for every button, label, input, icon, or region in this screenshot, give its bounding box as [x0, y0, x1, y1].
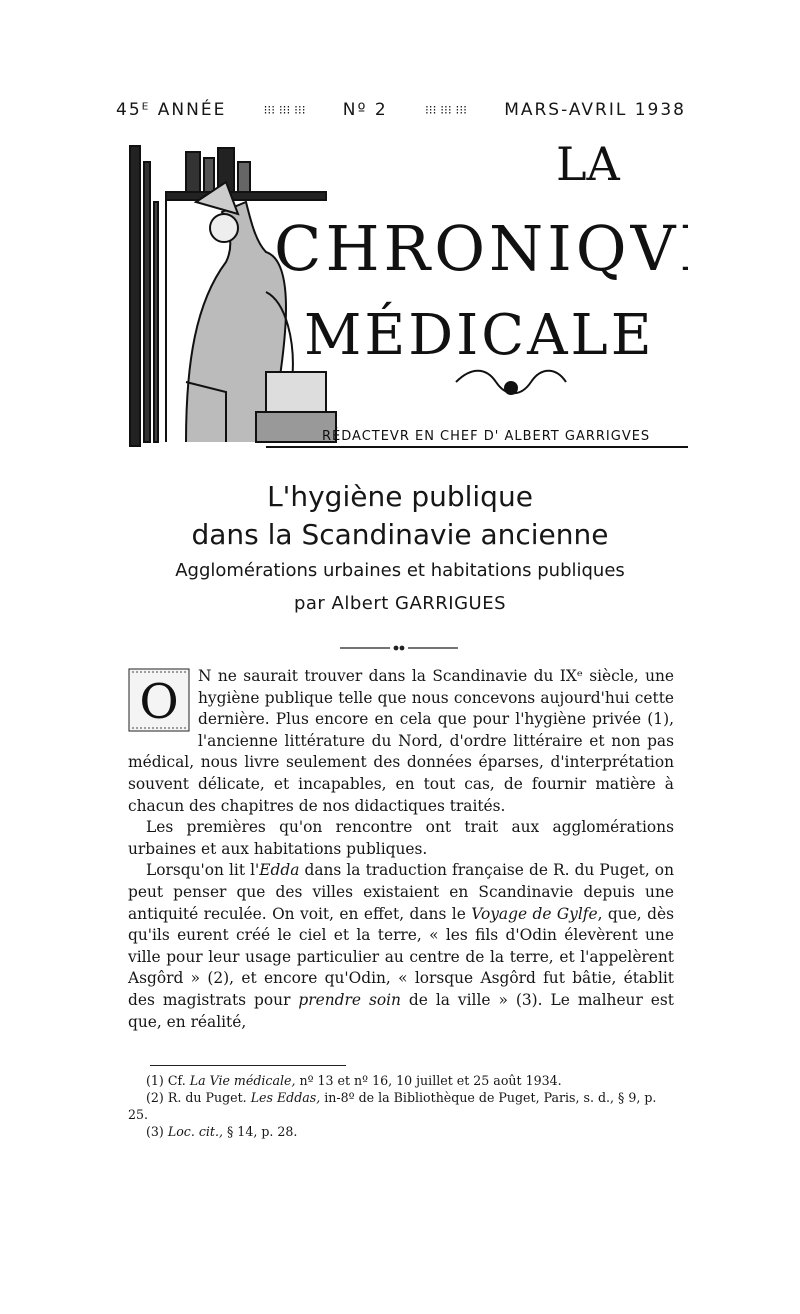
paragraph-3: Lorsqu'on lit l'Edda dans la traduction française de R. du Puget, on peut penser que des villes existaient en Scandinavie depuis une antiquité reculée. On voit, en effet, dans le Voyage de Gylfe, que, dès qu'ils eurent créé le ciel et la terre, « les fils d'Odin élevèrent une ville pour leur usage particulier au centre de la terre, et l'appelèrent Asgôrd » (2), et encore qu'Odin, « lorsque Asgôrd fut bâtie, établit des magistrats pour prendre soin de la ville » (3). Le malheur est que, en réalité,	[128, 861, 674, 1031]
article-body	[128, 666, 674, 1033]
issue-number: Nº 2	[342, 100, 388, 120]
article-subtitle: Agglomérations urbaines et habitations publiques	[175, 560, 625, 581]
masthead-la: LA	[556, 142, 620, 191]
footnote-rule	[150, 1065, 346, 1066]
masthead-ornament	[456, 371, 566, 394]
article-title-line-2: dans la Scandinavie ancienne	[191, 518, 609, 551]
voyage-title: Voyage de Gylfe	[471, 904, 598, 923]
masthead-medicale: MÉDICALE	[304, 303, 655, 368]
paragraph-1-start: N	[198, 667, 212, 685]
issue-header	[116, 100, 686, 120]
footnotes	[128, 1072, 674, 1140]
masthead-illustration	[126, 142, 688, 458]
separator-dots: ⁝⁝⁝ ⁝⁝⁝ ⁝⁝⁝	[424, 103, 467, 117]
masthead-chroniqve: CHRONIQVE	[274, 212, 688, 285]
article-byline: par Albert GARRIGUES	[293, 593, 507, 614]
divider-ornament	[340, 644, 458, 652]
dropcap-ornament	[128, 668, 190, 732]
prendre-soin: prendre soin	[298, 990, 401, 1009]
paragraph-1	[128, 666, 674, 817]
scholar-illustration	[130, 146, 336, 446]
footnote-3: (3) Loc. cit., § 14, p. 28.	[146, 1124, 298, 1139]
dropcap-letter: O	[139, 674, 179, 730]
volume-label: 45ᴱ ANNÉE	[116, 100, 227, 120]
footnote-2: (2) R. du Puget. Les Eddas, in-8º de la Bibliothèque de Puget, Paris, s. d., § 9, p. 25.	[128, 1090, 657, 1122]
masthead-editor: RÉDACTEVR EN CHEF D' ALBERT GARRIGVES	[322, 429, 651, 444]
edda-title: Edda	[259, 861, 300, 880]
article-title-line-1: L'hygiène publique	[267, 480, 533, 513]
paragraph-1-text: ne saurait trouver dans la Scandinavie du IXᵉ siècle, une hygiène publique telle que nous concevons aujourd'hui cette dernière. Plus encore en cela que pour l'hygiène privée (1), l'ancienne littérature du Nord, d'ordre littéraire et non pas médical, nous livre seulement des données éparses, d'interprétation souvent délicate, et incapables, en tout cas, de fournir matière à chacun des chapitres de nos didactiques traités.	[128, 667, 674, 815]
article-title	[0, 478, 800, 554]
separator-dots: ⁝⁝⁝ ⁝⁝⁝ ⁝⁝⁝	[263, 103, 306, 117]
footnote-1: (1) Cf. La Vie médicale, nº 13 et nº 16, 10 juillet et 25 août 1934.	[146, 1073, 562, 1088]
paragraph-2: Les premières qu'on rencontre ont trait aux agglomérations urbaines et aux habitations publiques.	[128, 818, 674, 858]
article-heading	[0, 478, 800, 614]
issue-date: MARS-AVRIL 1938	[504, 100, 686, 120]
